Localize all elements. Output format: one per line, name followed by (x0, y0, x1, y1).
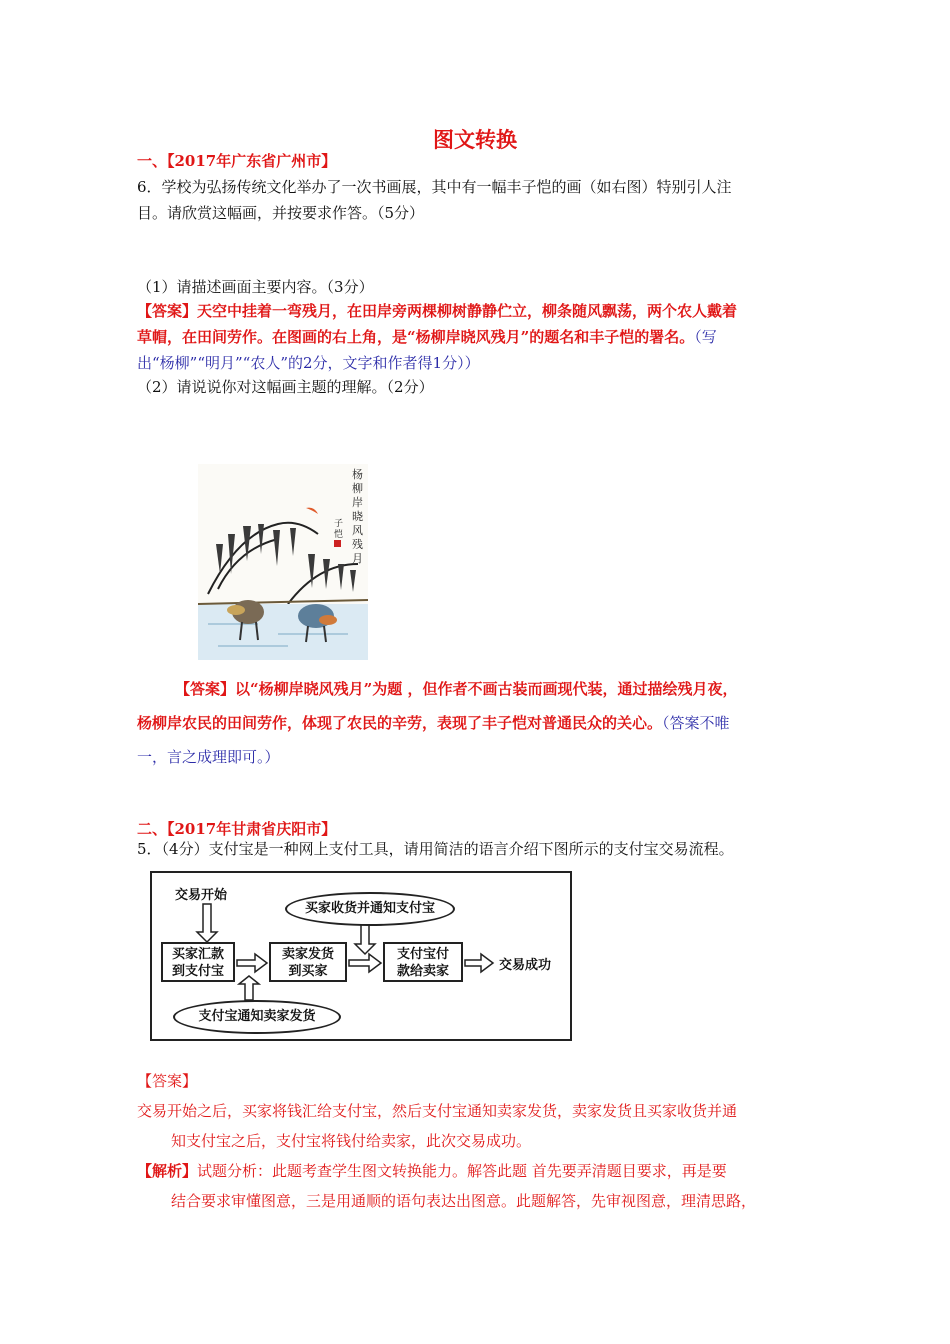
svg-text:晓: 晓 (352, 510, 363, 523)
answer-2-line3: 一，言之成理即可。） (137, 748, 280, 766)
flow-box-buyer-pay-line2: 到支付宝 (171, 964, 224, 979)
answer-line1: 交易开始之后，买家将钱汇给支付宝，然后支付宝通知卖家发货，卖家发货且买家收货并通 (137, 1102, 738, 1120)
flow-box-alipay-pay-line2: 款给卖家 (396, 964, 449, 979)
question-5: 5．（4分）支付宝是一种网上支付工具，请用简洁的语言介绍下图所示的支付宝交易流程。 (137, 840, 734, 858)
flow-end: 交易成功 (499, 958, 552, 973)
painting-illustration (198, 464, 368, 660)
question-6-line1: 6．学校为弘扬传统文化举办了一次书画展，其中有一幅丰子恺的画（如右图）特别引人注 (137, 178, 732, 196)
flow-box-alipay-pay-line1: 支付宝付 (396, 947, 449, 962)
answer-1 (137, 298, 817, 376)
svg-text:柳: 柳 (352, 482, 363, 495)
sub-question-1: （1）请描述画面主要内容。（3分） (137, 278, 374, 296)
svg-text:月: 月 (352, 552, 363, 565)
flow-box-seller-ship (269, 942, 347, 982)
answer-1-label: 【答案】 (137, 302, 198, 320)
page-title: 图文转换 (433, 127, 517, 152)
answer-label: 【答案】 (137, 1072, 198, 1090)
svg-text:岸: 岸 (352, 496, 363, 509)
answer-2-label: 【答案】 (175, 680, 236, 698)
answer-1-line1: 天空中挂着一弯残月，在田岸旁两棵柳树静静伫立，柳条随风飘荡，两个农人戴着 (197, 302, 738, 320)
alipay-flowchart (137, 866, 585, 1060)
question-6 (137, 174, 817, 226)
fengzikai-painting (198, 464, 368, 660)
svg-text:杨: 杨 (352, 468, 363, 481)
flow-top-oval: 买家收货并通知支付宝 (285, 892, 455, 926)
svg-text:风: 风 (352, 524, 363, 537)
answer-2-line2: 杨柳岸农民的田间劳作，体现了农民的辛劳，表现了丰子恺对普通民众的关心。 (137, 714, 663, 732)
question-6-line2: 目。请欣赏这幅画，并按要求作答。（5分） (137, 204, 425, 222)
analysis-line2: 结合要求审懂图意，三是用通顺的语句表达出图意。此题解答，先审视图意，理清思路， (171, 1192, 757, 1210)
svg-text:子: 子 (334, 519, 344, 529)
flow-box-alipay-pay (383, 942, 463, 982)
section-2-heading: 二、【2017年甘肃省庆阳市】 (137, 820, 337, 838)
flow-box-seller-ship-line1: 卖家发货 (281, 947, 334, 962)
analysis-line1: 试题分析：此题考查学生图文转换能力。解答此题 首先要弄清题目要求，再是要 (197, 1162, 727, 1180)
section-1-heading: 一、【2017年广东省广州市】 (137, 152, 337, 170)
answer-2-line1: 以“杨柳岸晓风残月”为题 ，但作者不画古装而画现代装，通过描绘残月夜， (235, 680, 738, 698)
flow-box-buyer-pay (161, 942, 235, 982)
answer-1-line2: 草帽，在田间劳作。在图画的右上角，是“杨柳岸晓风残月”的题名和丰子恺的署名。 (137, 328, 695, 346)
sub-question-2: （2）请说说你对这幅画主题的理解。（2分） (137, 378, 434, 396)
flow-start: 交易开始 (175, 888, 228, 903)
svg-text:残: 残 (352, 538, 363, 551)
answer-line2: 知支付宝之后，支付宝将钱付给卖家，此次交易成功。 (171, 1132, 532, 1150)
answer-1-line3: 出“杨柳”“明月”“农人”的2分，文字和作者得1分）） (137, 354, 480, 372)
flow-bottom-oval: 支付宝通知卖家发货 (173, 1000, 341, 1034)
answer-2-note: （答案不唯 (662, 714, 730, 732)
answer-section-2 (137, 1068, 827, 1214)
flow-box-seller-ship-line2: 到买家 (288, 964, 328, 979)
svg-text:恺: 恺 (334, 530, 344, 540)
analysis-label: 【解析】 (137, 1162, 198, 1180)
flow-box-buyer-pay-line1: 买家汇款 (171, 947, 224, 962)
answer-2 (137, 672, 827, 774)
answer-1-scoring-note: （写 (694, 328, 717, 346)
